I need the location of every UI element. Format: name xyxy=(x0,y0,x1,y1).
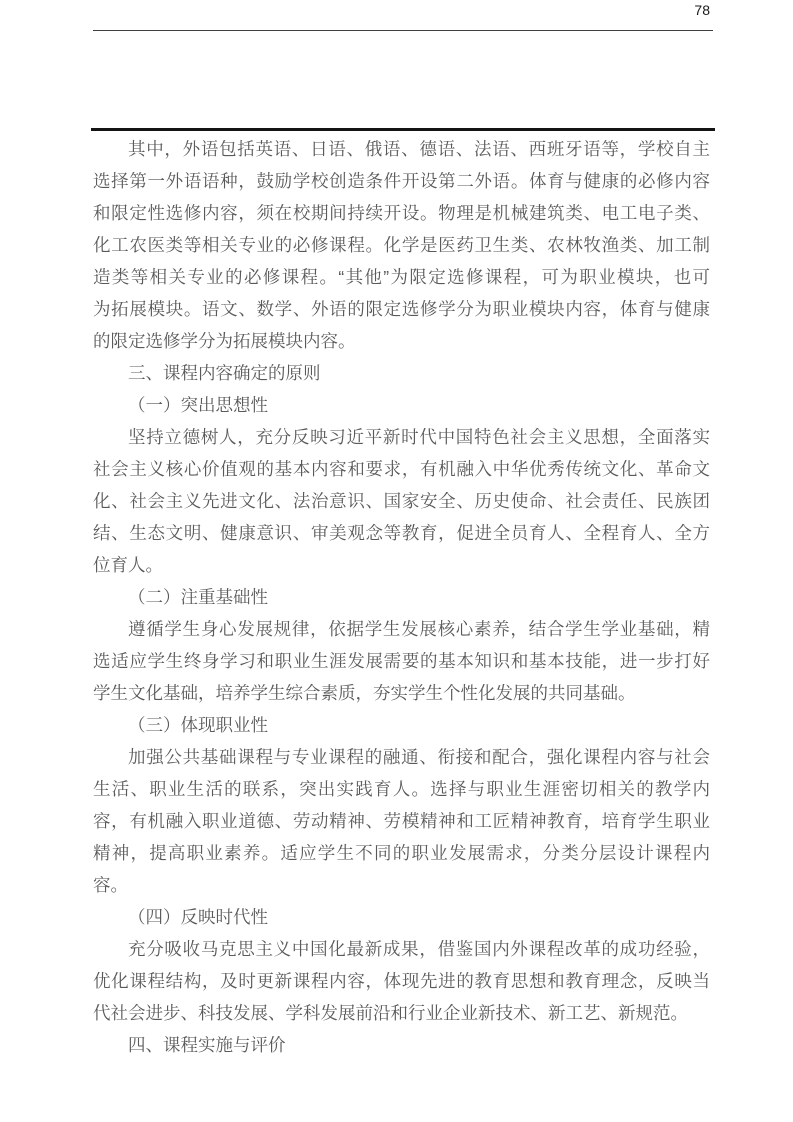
text-line: 位育人。 xyxy=(93,555,163,575)
text-line: 造类等相关专业的必修课程。“其他”为限定选修课程，可为职业模块，也可 xyxy=(93,267,710,287)
section-heading: 四、课程实施与评价 xyxy=(128,1035,286,1055)
text-line: 生活、职业生活的联系，突出实践育人。选择与职业生涯密切相关的教学内 xyxy=(93,779,710,799)
text-line: 的限定选修学分为拓展模块内容。 xyxy=(93,331,356,351)
document-body xyxy=(93,133,710,1061)
text-line: 选择第一外语语种，鼓励学校创造条件开设第二外语。体育与健康的必修内容 xyxy=(93,171,710,191)
text-line: 坚持立德树人，充分反映习近平新时代中国特色社会主义思想，全面落实 xyxy=(128,427,710,447)
text-line: 代社会进步、科技发展、学科发展前沿和行业企业新技术、新工艺、新规范。 xyxy=(93,1003,688,1023)
text-line: 优化课程结构，及时更新课程内容，体现先进的教育思想和教育理念，反映当 xyxy=(93,971,710,991)
text-line: 化工农医类等相关专业的必修课程。化学是医药卫生类、农林牧渔类、加工制 xyxy=(93,235,710,255)
text-line: 遵循学生身心发展规律，依据学生发展核心素养，结合学生学业基础，精 xyxy=(128,619,710,639)
text-line: 为拓展模块。语文、数学、外语的限定选修学分为职业模块内容，体育与健康 xyxy=(93,299,710,319)
header-rule-thin xyxy=(93,30,713,31)
text-line: 精神，提高职业素养。适应学生不同的职业发展需求，分类分层设计课程内 xyxy=(93,843,710,863)
text-line: 容，有机融入职业道德、劳动精神、劳模精神和工匠精神教育，培育学生职业 xyxy=(93,811,710,831)
subsection-heading: （二）注重基础性 xyxy=(128,587,268,607)
text-line: 加强公共基础课程与专业课程的融通、衔接和配合，强化课程内容与社会 xyxy=(128,747,710,767)
page-number: 78 xyxy=(694,2,710,18)
subsection-heading: （四）反映时代性 xyxy=(128,907,268,927)
subsection-heading: （三）体现职业性 xyxy=(128,715,268,735)
text-line: 充分吸收马克思主义中国化最新成果，借鉴国内外课程改革的成功经验， xyxy=(128,939,710,959)
section-heading: 三、课程内容确定的原则 xyxy=(128,363,321,383)
subsection-heading: （一）突出思想性 xyxy=(128,395,268,415)
text-line: 社会主义核心价值观的基本内容和要求，有机融入中华优秀传统文化、革命文 xyxy=(93,459,710,479)
text-line: 选适应学生终身学习和职业生涯发展需要的基本知识和基本技能，进一步打好 xyxy=(93,651,710,671)
text-line: 其中，外语包括英语、日语、俄语、德语、法语、西班牙语等，学校自主 xyxy=(128,139,710,159)
text-line: 结、生态文明、健康意识、审美观念等教育，促进全员育人、全程育人、全方 xyxy=(93,523,710,543)
text-line: 和限定性选修内容，须在校期间持续开设。物理是机械建筑类、电工电子类、 xyxy=(93,203,710,223)
text-line: 化、社会主义先进文化、法治意识、国家安全、历史使命、社会责任、民族团 xyxy=(93,491,710,511)
header-rule-thick xyxy=(91,128,715,131)
text-line: 容。 xyxy=(93,875,128,895)
text-line: 学生文化基础，培养学生综合素质，夯实学生个性化发展的共同基础。 xyxy=(93,683,636,703)
